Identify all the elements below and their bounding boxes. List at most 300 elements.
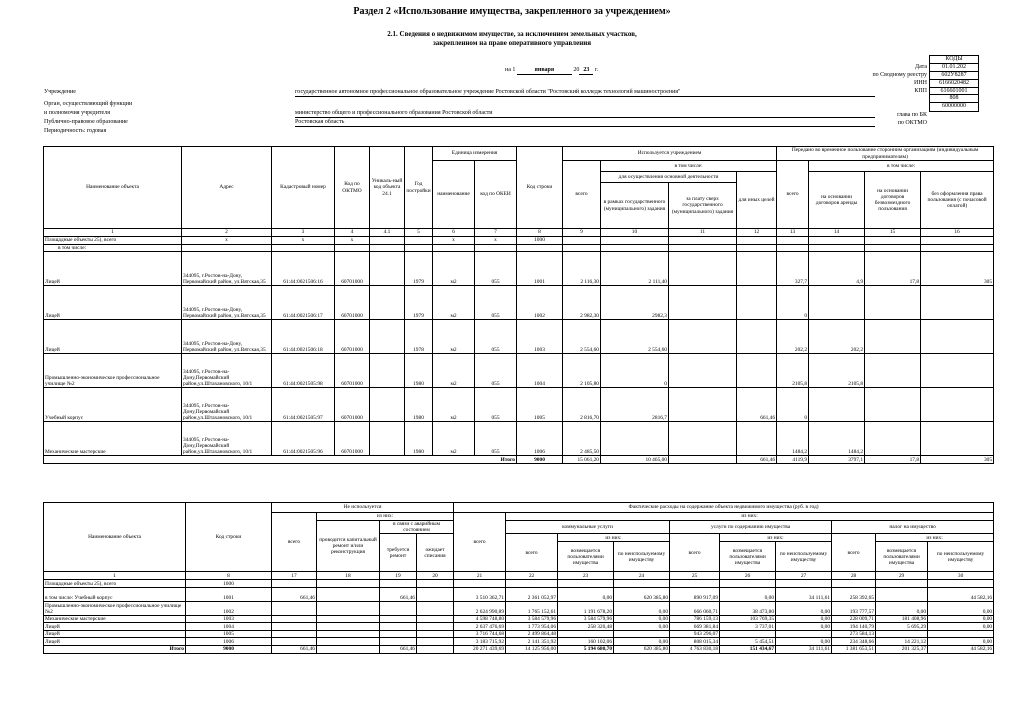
t1-cell-cad: 61:44:0021506:18 (272, 320, 335, 354)
th-tr-total: всего (777, 161, 809, 229)
t1-cell-unique (370, 388, 405, 422)
t1-cell-address: 344095, г.Ростов-на-Дону, Первомайский район, ул.Вятская,35 (182, 320, 272, 354)
t1-total-code: 1000 (517, 237, 563, 245)
t2-cell-c17 (272, 601, 317, 615)
t2-cell-c18 (317, 623, 380, 631)
public-value: Ростовская область (295, 119, 875, 127)
t2-cell-c18 (317, 587, 380, 601)
t2-cell-c28: 258 392,65 (832, 587, 876, 601)
t2-th-repair: проводится капитальный ремонт и/или реконструкция (317, 521, 380, 572)
t2-th-utilities: коммунальные услуги (506, 521, 670, 534)
t2-th-expenses: Фактические расходы на содержание объекта недвижимого имущества (руб. в год) (454, 503, 994, 513)
t1-cell-c16 (921, 388, 994, 422)
t2-cell-c27: 34 111,61 (776, 587, 832, 601)
t2-num: 21 (454, 572, 506, 580)
t1-cell-c13: 327,7 (777, 252, 809, 286)
t2-cell-code: 1006 (186, 638, 272, 646)
t1-cell-c11 (669, 252, 737, 286)
t2-cell-c27: 0,00 (776, 615, 832, 623)
t1-cell-c13: 202,2 (777, 320, 809, 354)
t1-total-name: Площадные объекты 25), всего (44, 237, 182, 245)
table-row (44, 587, 994, 601)
t2-cell-c23: 258 320,48 (558, 623, 614, 631)
t1-num: 13 (777, 229, 809, 237)
th-transferred: Передано во временное пользование сторонним организациям (индивидуальным предпринимателям) (777, 147, 994, 161)
t2-cell-c27: 0,00 (776, 638, 832, 646)
t1-cell-oktmo: 60701000 (335, 388, 370, 422)
t1-cell-c11 (669, 422, 737, 456)
th-cadastral: Кадастровый номер (272, 147, 335, 229)
t1-cell-name: Лицей (44, 286, 182, 320)
t2-cell-c20 (417, 638, 454, 646)
th-tr-incl: в том числе: (809, 161, 994, 172)
th-free: на основании договоров безвозмездного пользования (865, 172, 921, 229)
t1-itogo-c13: 4119,9 (777, 456, 809, 464)
t1-cell-c12: 661,46 (737, 388, 777, 422)
t1-itogo-c9: 15 061,20 (563, 456, 601, 464)
t1-cell-name: Механические мастерские (44, 422, 182, 456)
t2-cell-c28: 234 348,66 (832, 638, 876, 646)
t2-cell-c19 (380, 580, 417, 588)
t1-cell-c13: 1484,2 (777, 422, 809, 456)
t1-cell-c15 (865, 422, 921, 456)
subtitle-line-1: 2.1. Сведения о недвижимом имуществе, за исключением земельных участков, (387, 30, 637, 38)
t2-num: 1 (44, 572, 186, 580)
t1-num: 9 (563, 229, 601, 237)
t1-total-row (44, 237, 994, 245)
t2-cell-c22: 2 361 052,97 (506, 587, 558, 601)
t1-cell-c13: 0 (777, 286, 809, 320)
t2-cell-c18 (317, 580, 380, 588)
t1-cell-year: 1980 (405, 422, 433, 456)
t2-th-maint-of-them: из них: (720, 534, 832, 542)
t1-num: 2 (182, 229, 272, 237)
t2-num: 25 (670, 572, 720, 580)
t2-cell-name: Площадные объекты 25), всего (44, 580, 186, 588)
t2-cell-c29 (876, 580, 928, 588)
t1-cell-unit: м2 (433, 252, 475, 286)
t1-cell-oktmo: 60701000 (335, 252, 370, 286)
t1-cell-c15 (865, 286, 921, 320)
t2-cell-c25 (670, 580, 720, 588)
t1-cell-address: 344095, г.Ростов-на-Дону,Первомайский район,ул.Штахановского, 10/1 (182, 388, 272, 422)
t1-num: 1 (44, 229, 182, 237)
t1-cell-c13: 2105,8 (777, 354, 809, 388)
t1-cell-c12 (737, 252, 777, 286)
th-state-task: в рамках государственного (муниципального) задания (601, 183, 669, 229)
t2-th-exp-total: всего (454, 513, 506, 572)
t2-cell-c24: 0,00 (614, 638, 670, 646)
t2-cell-name: Лицей (44, 638, 186, 646)
t2-cell-c30: 0,00 (928, 601, 994, 615)
t2-th-util-of-them: из них: (558, 534, 670, 542)
t2-cell-c21: 2 637 476,69 (454, 623, 506, 631)
t1-cell-code: 1001 (517, 252, 563, 286)
t2-cell-c19 (380, 623, 417, 631)
t2-th-tax-of-them: из них: (876, 534, 994, 542)
code-label-oktmo: по ОКТМО (897, 120, 927, 126)
t2-cell-code: 1003 (186, 615, 272, 623)
t1-cell-code: 1004 (517, 354, 563, 388)
t2-cell-c28: 273 584,13 (832, 630, 876, 638)
t2-cell-c19 (380, 601, 417, 615)
code-label-kpp: КПП (914, 88, 927, 94)
t2-itogo-code: 9000 (186, 645, 272, 653)
t2-cell-c21: 3 510 362,71 (454, 587, 506, 601)
t2-cell-c23: 3 584 579,96 (558, 615, 614, 623)
t2-cell-c18 (317, 601, 380, 615)
code-bk: 808 (930, 95, 978, 103)
code-oktmo: 60000000 (942, 103, 966, 110)
t2-cell-c30: 44 582,16 (928, 587, 994, 601)
t1-num: 12 (737, 229, 777, 237)
t2-cell-c26: 5 454,51 (720, 638, 776, 646)
t1-cell-name: Промышленно-экономическое профессиональное училище №2 (44, 354, 182, 388)
code-date: 01.01.202 (930, 64, 978, 72)
t2-th-awaits: ожидает списания (417, 534, 454, 572)
t2-cell-c21: 3 716 744,68 (454, 630, 506, 638)
t2-cell-c30: 0,00 (928, 623, 994, 631)
t1-cell-c15 (865, 388, 921, 422)
t1-cell-code: 1005 (517, 388, 563, 422)
t1-cell-c16 (921, 286, 994, 320)
code-kpp: 616601001 (930, 88, 978, 96)
t1-cell-address: 344095, г.Ростов-на-Дону, Первомайский район, ул.Вятская,35 (182, 286, 272, 320)
t1-num: 7 (475, 229, 517, 237)
t2-cell-name: Механические мастерские (44, 615, 186, 623)
t2-num: 30 (928, 572, 994, 580)
t2-cell-c19: 661,46 (380, 587, 417, 601)
t2-itogo-c29: 201 325,37 (876, 645, 928, 653)
t1-num: 16 (921, 229, 994, 237)
t1-cell-cad: 61:44:0021505:96 (272, 422, 335, 456)
t2-cell-c29 (876, 587, 928, 601)
t2-cell-c24: 620 385,80 (614, 587, 670, 601)
t1-num: 5 (405, 229, 433, 237)
t1-cell-c14 (809, 388, 865, 422)
t1-cell-unique (370, 252, 405, 286)
x-mark: х (475, 237, 517, 245)
t2-cell-c27: 0,00 (776, 623, 832, 631)
table-row (44, 286, 994, 320)
t2-th-maint-reimb: возмещается пользователями имущества (720, 542, 776, 572)
t2-itogo-c18 (317, 645, 380, 653)
t1-cell-year: 1979 (405, 252, 433, 286)
t1-cell-year: 1979 (405, 286, 433, 320)
th-okei: код по ОКЕИ (475, 161, 517, 229)
t1-cell-c14: 2105,8 (809, 354, 865, 388)
t1-num: 8 (517, 229, 563, 237)
th-other: для иных целей (737, 172, 777, 229)
t1-itogo-code: 9000 (517, 456, 563, 464)
t2-cell-c29: 14 221,12 (876, 638, 928, 646)
t1-incl-label: в том числе: (44, 245, 182, 252)
t2-cell-c20 (417, 630, 454, 638)
t2-cell-c30: 0,00 (928, 638, 994, 646)
t2-cell-name: в том числе: Учебный корпус (44, 587, 186, 601)
t2-cell-c22 (506, 580, 558, 588)
th-address: Адрес (182, 147, 272, 229)
t1-cell-name: Лицей (44, 320, 182, 354)
t1-cell-unit: м2 (433, 286, 475, 320)
t2-cell-c17 (272, 615, 317, 623)
t2-num: 24 (614, 572, 670, 580)
x-mark: х (182, 237, 272, 245)
t2-cell-c29: 181 408,96 (876, 615, 928, 623)
t1-num-row (44, 229, 994, 237)
t1-cell-c11 (669, 286, 737, 320)
t2-cell-c25: 943 296,07 (670, 630, 720, 638)
th-unique: Уникаль-ный код объекта 24.1 (370, 147, 405, 229)
t2-th-not-used: Не используется (272, 503, 454, 513)
t2-cell-c30 (928, 630, 994, 638)
t2-cell-c22: 1 773 954,06 (506, 623, 558, 631)
table-row (44, 638, 994, 646)
t1-cell-oktmo: 60701000 (335, 422, 370, 456)
t2-cell-c20 (417, 615, 454, 623)
t2-itogo-c19: 661,46 (380, 645, 417, 653)
table-expenses (43, 502, 994, 654)
t1-num: 6 (433, 229, 475, 237)
code-label-bk: глава по БК (897, 112, 927, 118)
date-suffix: г. (594, 67, 599, 73)
t1-cell-c16: 305 (921, 252, 994, 286)
table-row (44, 422, 994, 456)
t1-num: 10 (601, 229, 669, 237)
t2-cell-c26: 3 737,01 (720, 623, 776, 631)
t2-body (44, 580, 994, 646)
t1-cell-c12 (737, 320, 777, 354)
report-date (505, 67, 598, 75)
t1-cell-c11 (669, 320, 737, 354)
th-lease: на основании договоров аренды (809, 172, 865, 229)
t1-cell-c16 (921, 354, 994, 388)
t2-cell-code: 1004 (186, 623, 272, 631)
th-year: Год постройки (405, 147, 433, 229)
t1-cell-c12 (737, 354, 777, 388)
t2-itogo-c22: 14 125 956,00 (506, 645, 558, 653)
t1-cell-unit: м2 (433, 388, 475, 422)
t2-th-util-reimb: возмещается пользователями имущества (558, 542, 614, 572)
codes-header: КОДЫ (930, 56, 978, 64)
t1-itogo-c10: 10 465,00 (601, 456, 669, 464)
t2-cell-c26 (720, 580, 776, 588)
t2-cell-c26 (720, 630, 776, 638)
th-used-total: всего (563, 161, 601, 229)
t2-cell-c25: 808 015,34 (670, 638, 720, 646)
institution-label: Учреждение (44, 89, 76, 95)
t1-num: 14 (809, 229, 865, 237)
subtitle-line-2: закрепленном на праве оперативного управления (432, 39, 592, 48)
t2-th-tax-total: всего (832, 534, 876, 572)
t2-cell-c27: 0,00 (776, 601, 832, 615)
t2-cell-c20 (417, 601, 454, 615)
t2-cell-c20 (417, 580, 454, 588)
t2-num: 19 (380, 572, 417, 580)
table-row (44, 615, 994, 623)
t1-cell-cad: 61:44:0021506:16 (272, 252, 335, 286)
section-title: Раздел 2 «Использование имущества, закрепленного за учреждением» (353, 6, 671, 17)
t2-cell-name: Лицей (44, 623, 186, 631)
t2-num: 28 (832, 572, 876, 580)
t2-th-tax: налог на имущество (832, 521, 994, 534)
t2-cell-name: Лицей (44, 630, 186, 638)
x-mark: х (433, 237, 475, 245)
t2-num: 18 (317, 572, 380, 580)
t2-cell-c18 (317, 638, 380, 646)
t2-th-row-code: Код строки (186, 503, 272, 572)
t1-cell-c10: 2982,3 (601, 286, 669, 320)
t1-cell-okei: 055 (475, 422, 517, 456)
t2-th-total: всего (272, 513, 317, 572)
t1-cell-c10: 0 (601, 354, 669, 388)
t2-cell-name: Промышленно-экономическое профессиональное училище №2 (44, 601, 186, 615)
t2-cell-c17 (272, 630, 317, 638)
t1-cell-code: 1006 (517, 422, 563, 456)
t1-cell-c12 (737, 422, 777, 456)
t2-cell-c23: 160 102,06 (558, 638, 614, 646)
codes-box (929, 55, 979, 112)
table-row (44, 601, 994, 615)
t2-itogo-c20 (417, 645, 454, 653)
t1-cell-unit: м2 (433, 354, 475, 388)
t2-itogo-c28: 1 381 653,51 (832, 645, 876, 653)
t2-cell-c21 (454, 580, 506, 588)
t2-cell-code: 1000 (186, 580, 272, 588)
t1-num: 4 (335, 229, 370, 237)
t1-cell-unit: м2 (433, 422, 475, 456)
t2-cell-c18 (317, 630, 380, 638)
t1-cell-oktmo: 60701000 (335, 354, 370, 388)
x-mark: х (272, 237, 335, 245)
organ-label-1: Орган, осуществляющий функции (44, 101, 133, 107)
t1-cell-cad: 61:44:0021505:98 (272, 354, 335, 388)
t1-cell-c10: 2 554,60 (601, 320, 669, 354)
table-used-property (43, 146, 994, 464)
code-inn: 6166020482 (930, 80, 978, 88)
t2-cell-c24: 0,00 (614, 601, 670, 615)
th-paid: за плату сверх государственного (муниципального) задания (669, 183, 737, 229)
t1-cell-c10 (601, 422, 669, 456)
t2-cell-c25: 666 060,71 (670, 601, 720, 615)
table-row (44, 580, 994, 588)
t1-cell-c9: 2 485,50 (563, 422, 601, 456)
th-name: Наименование объекта (44, 147, 182, 229)
t1-cell-c13: 0 (777, 388, 809, 422)
t1-cell-cad: 61:44:0021506:17 (272, 286, 335, 320)
t1-cell-oktmo: 60701000 (335, 320, 370, 354)
t2-cell-c24: 0,00 (614, 623, 670, 631)
t2-cell-c28: 228 009,71 (832, 615, 876, 623)
t1-cell-c11 (669, 388, 737, 422)
t1-num: 11 (669, 229, 737, 237)
code-registry: 602У8287 (930, 72, 978, 80)
date-year-prefix: 20 (573, 67, 580, 73)
t1-cell-c9: 2 982,30 (563, 286, 601, 320)
t2-cell-c17 (272, 638, 317, 646)
t2-num: 17 (272, 572, 317, 580)
t2-itogo-c27: 34 111,61 (776, 645, 832, 653)
t1-cell-c14: 1484,2 (809, 422, 865, 456)
t2-cell-c20 (417, 623, 454, 631)
t1-itogo-row (44, 456, 994, 464)
t2-th-exp-of-them: из них: (506, 513, 994, 521)
code-label-date: Дата (915, 64, 927, 70)
t1-cell-year: 1980 (405, 354, 433, 388)
t2-cell-c21: 3 183 715,92 (454, 638, 506, 646)
t2-th-emergency: в связи с аварийным состоянием (380, 521, 454, 534)
t2-cell-c30 (928, 580, 994, 588)
t2-cell-c20 (417, 587, 454, 601)
th-main: для осуществления основной деятельности (601, 172, 737, 183)
t1-cell-okei: 055 (475, 252, 517, 286)
t1-cell-c16 (921, 422, 994, 456)
t2-th-maint-unused: по неиспользуемому имуществу (776, 542, 832, 572)
t1-cell-year: 1978 (405, 320, 433, 354)
t2-cell-c22: 1 765 152,61 (506, 601, 558, 615)
table-row (44, 320, 994, 354)
t1-num: 3 (272, 229, 335, 237)
t1-cell-c9: 2 116,30 (563, 252, 601, 286)
t1-cell-c14 (809, 286, 865, 320)
t2-th-name: Наименование объекта (44, 503, 186, 572)
t2-cell-c21: 2 624 990,89 (454, 601, 506, 615)
t1-cell-c9: 2 816,70 (563, 388, 601, 422)
t2-th-maint-total: всего (670, 534, 720, 572)
t2-cell-c18 (317, 615, 380, 623)
t1-cell-address: 344095, г.Ростов-на-Дону,Первомайский район,ул.Штахановского, 10/1 (182, 354, 272, 388)
t2-th-needs-repair: требуется ремонт (380, 534, 417, 572)
t2-itogo-label: Итого (44, 645, 186, 653)
th-unit: Единица измерения (433, 147, 517, 161)
t2-num: 29 (876, 572, 928, 580)
x-mark: х (335, 237, 370, 245)
t2-itogo-c23: 5 194 680,70 (558, 645, 614, 653)
table-row (44, 623, 994, 631)
t1-itogo-c14: 3797,1 (809, 456, 865, 464)
t2-itogo-c25: 4 763 830,18 (670, 645, 720, 653)
t2-th-tax-unused: по неиспользуемому имуществу (928, 542, 994, 572)
t1-cell-okei: 055 (475, 320, 517, 354)
th-used-incl: в том числе: (601, 161, 777, 172)
t2-cell-c24: 0,00 (614, 615, 670, 623)
t1-num: 4.1 (370, 229, 405, 237)
t2-cell-c29: 0,00 (876, 601, 928, 615)
table-row (44, 354, 994, 388)
t2-th-of-them: из них: (317, 513, 454, 521)
t1-itogo-label: Итого (44, 456, 517, 464)
th-oktmo: Код по ОКТМО (335, 147, 370, 229)
t1-cell-c9: 2 554,60 (563, 320, 601, 354)
t2-cell-c23 (558, 630, 614, 638)
t2-th-util-unused: по неиспользуемому имуществу (614, 542, 670, 572)
table-row (44, 630, 994, 638)
th-unit-name: наименование (433, 161, 475, 229)
t1-cell-code: 1002 (517, 286, 563, 320)
t2-cell-c23: 0,00 (558, 587, 614, 601)
section-subtitle (0, 30, 1024, 48)
t2-cell-c19 (380, 638, 417, 646)
t1-cell-name: Учебный корпус (44, 388, 182, 422)
t1-cell-c9: 2 105,80 (563, 354, 601, 388)
t1-num: 15 (865, 229, 921, 237)
date-prefix: на 1 (505, 67, 516, 73)
t1-cell-address: 344095, г.Ростов-на-Дону, Первомайский район, ул.Вятская,35 (182, 252, 272, 286)
organ-value: министерство общего и профессионального образования Ростовской области (295, 110, 875, 118)
t2-cell-c30: 0,00 (928, 615, 994, 623)
th-row-code: Код строки (517, 147, 563, 229)
t1-cell-unique (370, 320, 405, 354)
